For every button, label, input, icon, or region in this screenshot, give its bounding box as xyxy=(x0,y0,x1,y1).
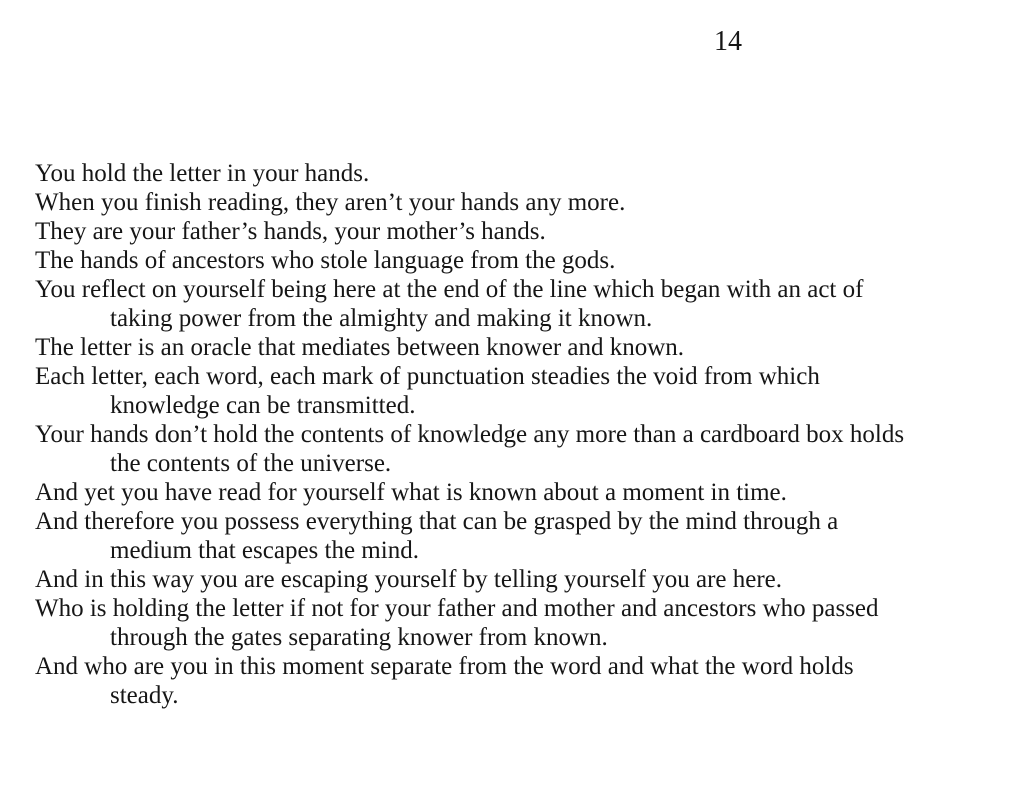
poem-line: Each letter, each word, each mark of punctuation steadies the void from which xyxy=(35,363,820,390)
poem-line: taking power from the almighty and making it known. xyxy=(110,305,653,332)
poem-line: And therefore you possess everything that can be grasped by the mind through a xyxy=(35,508,839,535)
poem-line: And yet you have read for yourself what is known about a moment in time. xyxy=(35,479,787,506)
poem-line: You hold the letter in your hands. xyxy=(35,160,370,187)
poem-line: Who is holding the letter if not for your father and mother and ancestors who passed xyxy=(35,595,879,622)
poem-line: They are your father’s hands, your mother’s hands. xyxy=(35,218,546,245)
poem-line: The letter is an oracle that mediates between knower and known. xyxy=(35,334,685,361)
poem-line: And in this way you are escaping yourself by telling yourself you are here. xyxy=(35,566,783,593)
poem-line: through the gates separating knower from known. xyxy=(110,624,608,651)
poem-line: And who are you in this moment separate from the word and what the word holds xyxy=(35,653,854,680)
poem-line: the contents of the universe. xyxy=(110,450,392,477)
page-number: 14 xyxy=(714,26,742,57)
poem-line: knowledge can be transmitted. xyxy=(110,392,416,419)
poem-line: The hands of ancestors who stole language from the gods. xyxy=(35,247,616,274)
poem-line: You reflect on yourself being here at the end of the line which began with an act of xyxy=(35,276,864,303)
poem-line: Your hands don’t hold the contents of knowledge any more than a cardboard box holds xyxy=(35,421,905,448)
poem-text xyxy=(35,159,1010,710)
poem-line: steady. xyxy=(110,682,179,709)
poem-line: medium that escapes the mind. xyxy=(110,537,419,564)
poem-line: When you finish reading, they aren’t your hands any more. xyxy=(35,189,626,216)
